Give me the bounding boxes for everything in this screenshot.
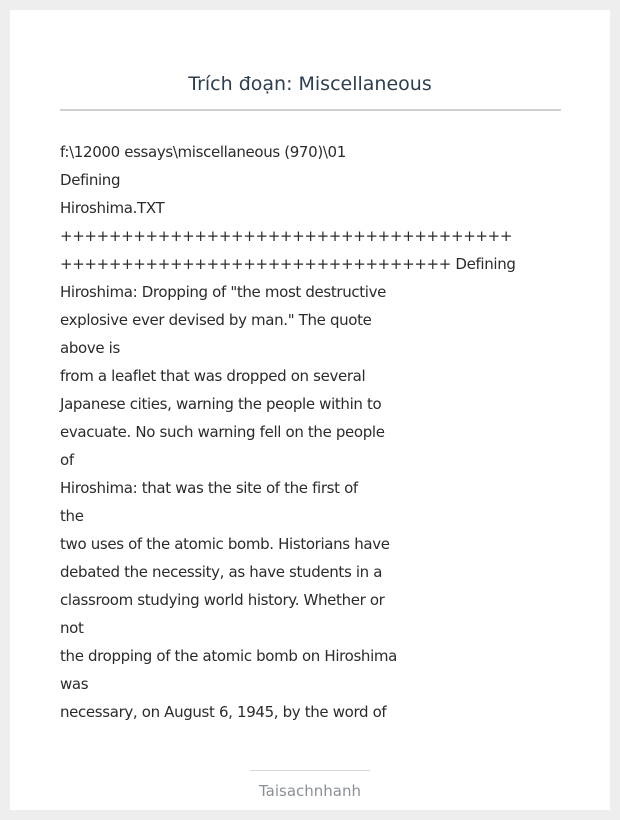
footer-source: Taisachnhanh [258,782,362,800]
body-line: the [60,507,84,525]
body-line: Hiroshima.TXT [60,199,165,217]
body-line: from a leaflet that was dropped on several [60,367,366,385]
footer-divider [250,770,370,771]
body-line: above is [60,339,120,357]
body-line: two uses of the atomic bomb. Historians have [60,535,390,553]
body-line: the dropping of the atomic bomb on Hiroshima [60,647,397,665]
body-line: ++++++++++++++++++++++++++++++++ Defining [60,255,516,273]
body-line: evacuate. No such warning fell on the people [60,423,385,441]
body-line: Japanese cities, warning the people within to [60,395,382,413]
document-body [60,138,560,726]
body-line: not [60,619,84,637]
body-line: Hiroshima: Dropping of "the most destructive [60,283,387,301]
body-line: +++++++++++++++++++++++++++++++++++++ [60,227,513,245]
body-line: of [60,451,74,469]
body-line: debated the necessity, as have students in a [60,563,383,581]
title-divider [60,109,561,111]
body-line: Hiroshima: that was the site of the first of [60,479,358,497]
document-page [10,10,610,810]
body-line: necessary, on August 6, 1945, by the word of [60,703,387,721]
body-line: f:\12000 essays\miscellaneous (970)\01 [60,143,346,161]
page-title: Trích đoạn: Miscellaneous [188,73,432,95]
body-line: explosive ever devised by man." The quote [60,311,372,329]
body-line: Defining [60,171,121,189]
body-line: classroom studying world history. Whether or [60,591,385,609]
body-line: was [60,675,89,693]
